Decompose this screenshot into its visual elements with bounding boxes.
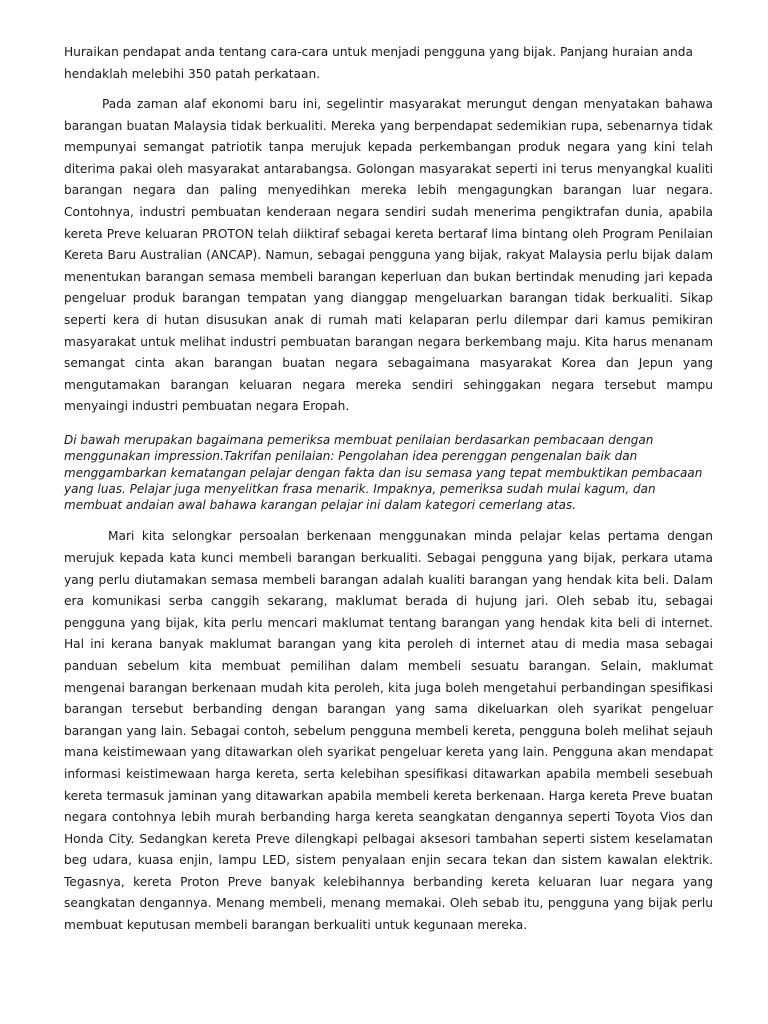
introduction-paragraph: Pada zaman alaf ekonomi baru ini, segelintir masyarakat merungut dengan menyatakan bahawa barangan buatan Malaysia tidak berkualiti. Mereka yang berpendapat sedemikian rupa, sebenarnya tidak mempunyai semangat patriotik tanpa merujuk kepada perkembangan produk negara yang kini telah diterima pakai oleh masyarakat antarabangsa. Golongan masyarakat seperti ini terus menyangkal kualiti barangan negara dan paling menyedihkan mereka lebih mengagungkan barangan luar negara. Contohnya, industri pembuatan kenderaan negara sendiri sudah menerima pengiktrafan dunia, apabila kereta Preve keluaran PROTON telah diiktiraf sebagai kereta bertaraf lima bintang oleh Program Penilaian Kereta Baru Australian (ANCAP). Namun, sebagai pengguna yang bijak, rakyat Malaysia perlu bijak dalam menentukan barangan semasa membeli barangan keperluan dan bukan bertindak menuding jari kepada pengeluar produk barangan tempatan yang dianggap mengeluarkan barangan tidak berkualiti. Sikap seperti kera di hutan disusukan anak di rumah mati kelaparan perlu dilempar dari kamus pemikiran masyarakat untuk melihat industri pembuatan barangan negara berkembang maju. Kita harus menanam semangat cinta akan barangan buatan negara sebagaimana masyarakat Korea dan Jepun yang mengutamakan barangan keluaran negara mereka sendiri sehinggakan negara tersebut mampu menyaingi industri pembuatan negara Eropah. bbox=[64, 97, 713, 414]
examiner-comment: Di bawah merupakan bagaimana pemeriksa membuat penilaian berdasarkan pembacaan dengan menggunakan impression.Takrifan penilaian: Pengolahan idea perenggan pengenalan baik dan menggambarkan kematangan pelajar dengan fakta dan isu semasa yang tepat membuktikan pembacaan yang luas. Pelajar juga menyelitkan frasa menarik. Impaknya, pemeriksa sudah mulai kagum, dan membuat andaian awal bahawa karangan pelajar ini dalam kategori cemerlang atas. bbox=[64, 432, 703, 513]
body-paragraph: Mari kita selongkar persoalan berkenaan menggunakan minda pelajar kelas pertama dengan merujuk kepada kata kunci membeli barangan berkualiti. Sebagai pengguna yang bijak, perkara utama yang perlu diutamakan semasa membeli barangan adalah kualiti barangan yang hendak kita beli. Dalam era komunikasi serba canggih sekarang, maklumat berada di hujung jari. Oleh sebab itu, sebagai pengguna yang bijak, kita perlu mencari maklumat tentang barangan yang hendak kita beli di internet. Hal ini kerana banyak maklumat barangan yang kita peroleh di internet atau di media masa sebagai panduan sebelum kita membuat pemilihan dalam membeli sesuatu barangan. Selain, maklumat mengenai barangan berkenaan mudah kita peroleh, kita juga boleh mengetahui perbandingan spesifikasi barangan tersebut berbanding dengan barangan yang sama dikeluarkan oleh syarikat pengeluar barangan yang lain. Sebagai contoh, sebelum pengguna membeli kereta, pengguna boleh melihat sejauh mana keistimewaan yang ditawarkan oleh syarikat pengeluar kereta yang lain. Pengguna akan mendapat informasi keistimewaan harga kereta, serta kelebihan spesifikasi ditawarkan apabila membeli sesebuah kereta termasuk jaminan yang ditawarkan apabila membeli kereta berkenaan. Harga kereta Preve buatan negara contohnya lebih murah berbanding harga kereta seangkatan dengannya seperti Toyota Vios dan Honda City. Sedangkan kereta Preve dilengkapi pelbagai aksesori tambahan seperti sistem keselamatan beg udara, kuasa enjin, lampu LED, sistem penyalaan enjin secara tekan dan sistem kawalan elektrik. Tegasnya, kereta Proton Preve banyak kelebihannya berbanding kereta keluaran luar negara yang seangkatan dengannya. Menang membeli, menang memakai. Oleh sebab itu, pengguna yang bijak perlu membuat keputusan membeli barangan berkualiti untuk kegunaan mereka. bbox=[64, 529, 713, 933]
document-page bbox=[64, 42, 713, 937]
essay-question: Huraikan pendapat anda tentang cara-cara untuk menjadi pengguna yang bijak. Panjang huraian anda hendaklah melebihi 350 patah perkataan. bbox=[64, 45, 693, 81]
